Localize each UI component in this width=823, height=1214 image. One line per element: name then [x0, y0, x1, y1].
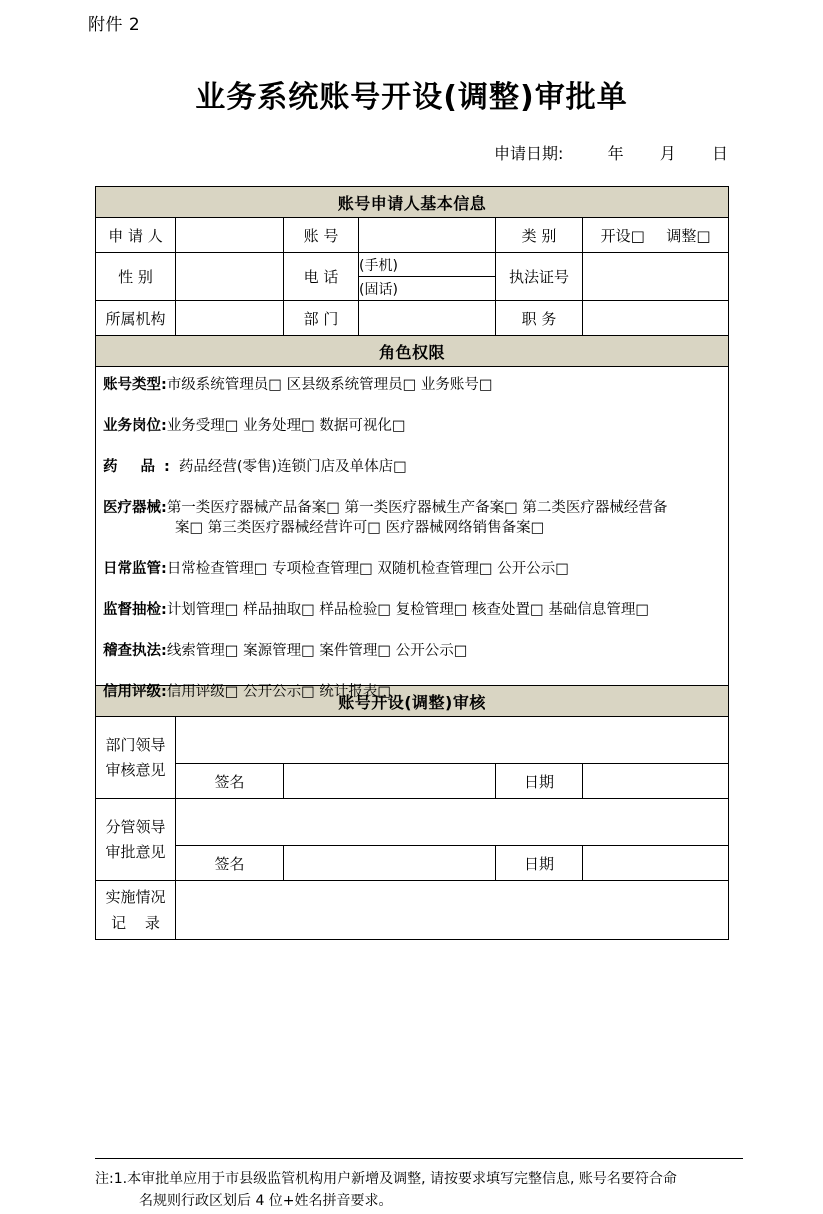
field-phone-landline[interactable]: (固话)	[359, 277, 496, 301]
role-permissions-cell	[96, 367, 729, 700]
label-deputy-leader-line2: 审批意见	[105, 842, 166, 861]
permission-key-sampling-inspection: 监督抽检:	[103, 602, 167, 618]
field-dept-date[interactable]	[583, 764, 729, 799]
field-position-value[interactable]	[583, 301, 729, 336]
permission-items-drug[interactable]: 药品经营(零售)连锁门店及单体店□	[178, 459, 407, 475]
permission-key-credit-rating: 信用评级:	[103, 684, 167, 700]
label-dept-date: 日期	[496, 764, 583, 799]
label-account: 账 号	[284, 218, 359, 253]
apply-date-line	[494, 141, 728, 164]
permission-row-business-post	[103, 416, 722, 436]
month-unit: 月	[659, 144, 676, 163]
label-dept-leader-line2: 审核意见	[105, 760, 166, 779]
permission-key-business-post: 业务岗位:	[103, 418, 167, 434]
field-department-value[interactable]	[359, 301, 496, 336]
field-dept-signature[interactable]	[284, 764, 496, 799]
label-implementation-line1: 实施情况	[105, 888, 166, 906]
label-dept-signature: 签名	[176, 764, 284, 799]
permission-key-medical-device: 医疗器械:	[103, 500, 167, 516]
label-dept-leader-opinion	[96, 717, 176, 799]
checkbox-category-open[interactable]: 开设□	[600, 226, 645, 245]
table-row	[96, 301, 729, 336]
label-implementation-record	[96, 881, 176, 940]
page-title-text: 业务系统账号开设(调整)审批单	[195, 80, 628, 115]
footnote	[95, 1158, 743, 1212]
field-deputy-signature[interactable]	[284, 846, 496, 881]
field-law-cert-value[interactable]	[583, 253, 729, 301]
year-unit: 年	[607, 144, 624, 163]
label-position: 职 务	[496, 301, 583, 336]
permission-items-sampling-inspection[interactable]: 计划管理□ 样品抽取□ 样品检验□ 复检管理□ 核查处置□ 基础信息管理□	[166, 602, 650, 618]
permission-row-enforcement	[103, 641, 722, 661]
role-permissions-row	[96, 367, 729, 686]
table-row	[96, 717, 729, 764]
label-department: 部 门	[284, 301, 359, 336]
field-deputy-date[interactable]	[583, 846, 729, 881]
label-deputy-leader-opinion	[96, 799, 176, 881]
table-row	[96, 253, 729, 277]
page-title	[0, 72, 823, 116]
permission-items-daily-supervision[interactable]: 日常检查管理□ 专项检查管理□ 双随机检查管理□ 公开公示□	[166, 561, 569, 577]
field-implementation-record[interactable]	[176, 881, 729, 940]
permission-items-credit-rating[interactable]: 信用评级□ 公开公示□ 统计报表□	[166, 684, 392, 700]
permission-key-enforcement: 稽查执法:	[103, 643, 167, 659]
role-permissions-box	[96, 367, 728, 700]
basic-info-band-title: 账号申请人基本信息	[96, 187, 729, 218]
label-deputy-leader-line1: 分管领导	[105, 817, 166, 836]
attachment-label: 附件 2	[88, 15, 141, 35]
permission-row-sampling-inspection	[103, 600, 722, 620]
approval-band-title: 账号开设(调整)审核	[96, 686, 729, 717]
footnote-line1: 注:1.本审批单应用于市县级监管机构用户新增及调整, 请按要求填写完整信息, 账号名要符合命	[95, 1171, 677, 1187]
day-unit: 日	[711, 144, 728, 163]
label-dept-leader-line1: 部门领导	[105, 735, 166, 754]
field-dept-leader-opinion[interactable]	[176, 717, 729, 764]
permission-row-drug	[103, 457, 722, 477]
permission-key-daily-supervision: 日常监管:	[103, 561, 167, 577]
table-row	[96, 846, 729, 881]
field-phone-mobile[interactable]: (手机)	[359, 253, 496, 277]
permission-items-medical-device-line1[interactable]: 第一类医疗器械产品备案□ 第一类医疗器械生产备案□ 第二类医疗器械经营备	[166, 500, 668, 516]
permission-items-enforcement[interactable]: 线索管理□ 案源管理□ 案件管理□ 公开公示□	[166, 643, 468, 659]
label-category: 类 别	[496, 218, 583, 253]
role-permissions-band-row	[96, 336, 729, 367]
field-deputy-leader-opinion[interactable]	[176, 799, 729, 846]
label-implementation-line2: 记 录	[111, 914, 167, 932]
table-row	[96, 764, 729, 799]
label-law-cert: 执法证号	[496, 253, 583, 301]
field-category-options[interactable]	[583, 218, 729, 253]
label-organization: 所属机构	[96, 301, 176, 336]
permission-row-daily-supervision	[103, 559, 722, 579]
apply-date-label: 申请日期:	[493, 144, 564, 163]
permission-key-account-type: 账号类型:	[103, 377, 167, 393]
table-row	[96, 881, 729, 940]
label-phone: 电 话	[284, 253, 359, 301]
permission-row-credit-rating	[103, 682, 722, 702]
field-applicant-value[interactable]	[176, 218, 284, 253]
field-gender-value[interactable]	[176, 253, 284, 301]
approval-form-table	[95, 186, 729, 940]
label-applicant: 申 请 人	[96, 218, 176, 253]
permission-items-medical-device-line2[interactable]: 案□ 第三类医疗器械经营许可□ 医疗器械网络销售备案□	[175, 520, 545, 536]
basic-info-band-row	[96, 187, 729, 218]
label-deputy-signature: 签名	[176, 846, 284, 881]
permission-key-drug: 药 品:	[103, 459, 179, 475]
permission-row-account-type	[103, 375, 722, 395]
field-organization-value[interactable]	[176, 301, 284, 336]
permission-items-account-type[interactable]: 市级系统管理员□ 区县级系统管理员□ 业务账号□	[166, 377, 493, 393]
permission-row-medical-device	[103, 498, 722, 538]
footnote-line2: 名规则行政区划后 4 位+姓名拼音要求。	[139, 1193, 393, 1209]
label-deputy-date: 日期	[496, 846, 583, 881]
label-gender: 性 别	[96, 253, 176, 301]
table-row	[96, 218, 729, 253]
role-permissions-band-title: 角色权限	[96, 336, 729, 367]
permission-items-business-post[interactable]: 业务受理□ 业务处理□ 数据可视化□	[166, 418, 406, 434]
field-account-value[interactable]	[359, 218, 496, 253]
table-row	[96, 799, 729, 846]
checkbox-category-adjust[interactable]: 调整□	[666, 226, 711, 245]
